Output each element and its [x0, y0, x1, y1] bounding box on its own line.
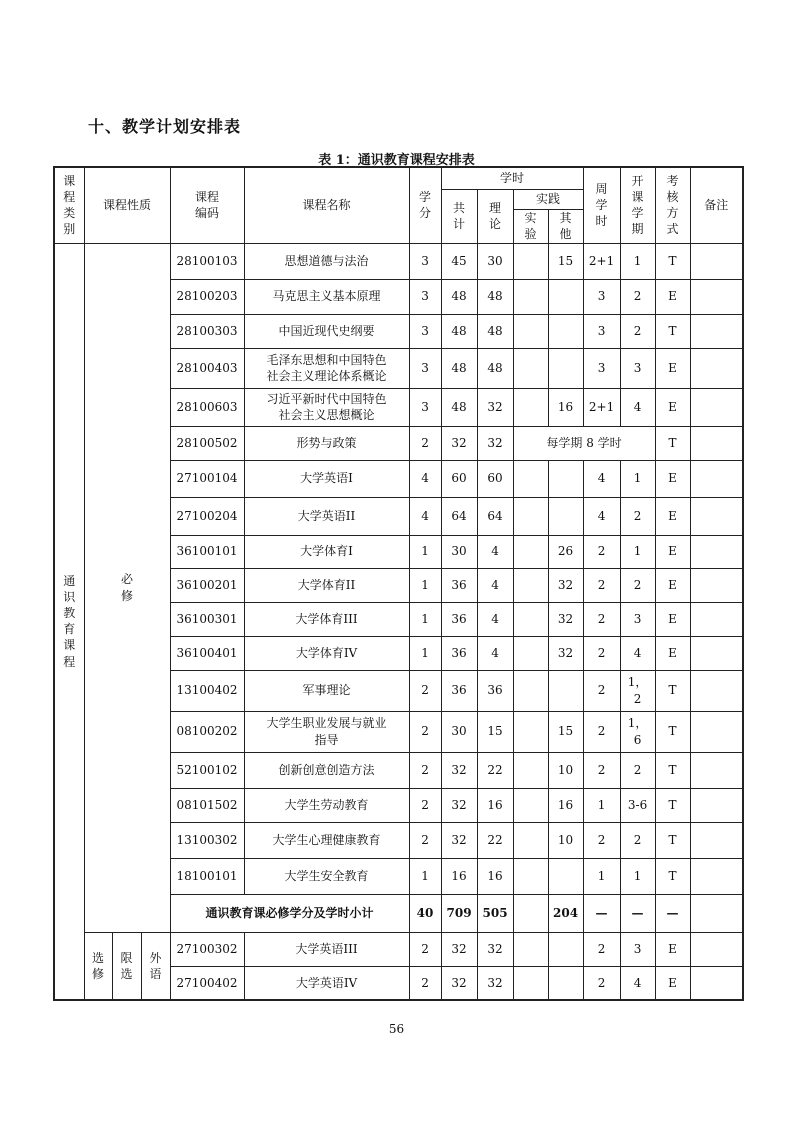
course-experiment-hours: [513, 858, 548, 894]
course-weekly-hours: 2: [583, 636, 620, 670]
course-name: 大学体育I: [244, 535, 409, 568]
table-caption: 表 1：通识教育课程安排表: [318, 153, 475, 168]
course-semester: 2: [620, 752, 655, 788]
course-total-hours: 60: [441, 460, 477, 497]
course-name: 大学体育III: [244, 602, 409, 636]
subtotal-theory: 505: [477, 894, 513, 932]
course-code: 36100201: [170, 568, 244, 602]
course-exam-type: T: [655, 858, 690, 894]
course-name: 大学体育IV: [244, 636, 409, 670]
course-code: 08100202: [170, 711, 244, 752]
course-name: 大学体育II: [244, 568, 409, 602]
course-other-hours: [548, 670, 583, 711]
course-exam-type: E: [655, 535, 690, 568]
subtotal-remark: [690, 894, 743, 932]
course-experiment-hours: [513, 636, 548, 670]
course-experiment-hours: [513, 460, 548, 497]
course-exam-type: E: [655, 636, 690, 670]
course-total-hours: 36: [441, 636, 477, 670]
course-code: 18100101: [170, 858, 244, 894]
course-name: 大学英语II: [244, 497, 409, 535]
course-weekly-hours: 2: [583, 966, 620, 1000]
subtotal-semester: —: [620, 894, 655, 932]
header-credit: 学 分: [409, 167, 441, 243]
table-row: [54, 932, 743, 966]
course-credit: 2: [409, 711, 441, 752]
course-credit: 1: [409, 602, 441, 636]
course-semester: 1: [620, 243, 655, 279]
course-code: 36100301: [170, 602, 244, 636]
course-remark: [690, 348, 743, 388]
course-exam-type: T: [655, 243, 690, 279]
course-semester: 2: [620, 279, 655, 314]
course-name: 大学生劳动教育: [244, 788, 409, 822]
course-experiment-hours: [513, 314, 548, 348]
course-credit: 2: [409, 426, 441, 460]
course-exam-type: T: [655, 314, 690, 348]
header-semester: 开 课 学 期: [620, 167, 655, 243]
course-name: 毛泽东思想和中国特色 社会主义理论体系概论: [244, 348, 409, 388]
course-theory-hours: 64: [477, 497, 513, 535]
course-credit: 1: [409, 568, 441, 602]
course-weekly-hours: 1: [583, 788, 620, 822]
course-weekly-hours: 3: [583, 348, 620, 388]
course-total-hours: 32: [441, 932, 477, 966]
course-name: 大学英语I: [244, 460, 409, 497]
course-remark: [690, 279, 743, 314]
course-credit: 2: [409, 670, 441, 711]
course-total-hours: 16: [441, 858, 477, 894]
header-code: 课程 编码: [170, 167, 244, 243]
course-name: 大学英语III: [244, 932, 409, 966]
course-total-hours: 32: [441, 966, 477, 1000]
course-remark: [690, 711, 743, 752]
course-name: 形势与政策: [244, 426, 409, 460]
course-remark: [690, 932, 743, 966]
course-remark: [690, 752, 743, 788]
course-weekly-hours: 3: [583, 279, 620, 314]
course-weekly-hours: 2: [583, 602, 620, 636]
course-credit: 3: [409, 348, 441, 388]
course-semester: 3: [620, 348, 655, 388]
course-theory-hours: 32: [477, 932, 513, 966]
course-experiment-hours: [513, 822, 548, 858]
course-theory-hours: 48: [477, 314, 513, 348]
course-weekly-hours: 4: [583, 497, 620, 535]
elective-label: 选 修: [84, 932, 112, 1000]
course-name: 大学英语IV: [244, 966, 409, 1000]
course-total-hours: 36: [441, 568, 477, 602]
course-theory-hours: 22: [477, 752, 513, 788]
header-hours: 学时: [441, 167, 583, 189]
course-theory-hours: 4: [477, 568, 513, 602]
course-experiment-hours: [513, 670, 548, 711]
course-theory-hours: 4: [477, 535, 513, 568]
course-name: 大学生安全教育: [244, 858, 409, 894]
course-other-hours: 16: [548, 388, 583, 426]
subtotal-label: 通识教育课必修学分及学时小计: [170, 894, 409, 932]
course-remark: [690, 243, 743, 279]
foreign-language-label: 外 语: [141, 932, 170, 1000]
course-semester: 1: [620, 858, 655, 894]
course-credit: 4: [409, 460, 441, 497]
header-row-1: [54, 167, 743, 189]
course-experiment-hours: [513, 788, 548, 822]
course-experiment-hours: [513, 388, 548, 426]
course-semester: 2: [620, 822, 655, 858]
course-semester: 3: [620, 932, 655, 966]
course-credit: 1: [409, 535, 441, 568]
course-other-hours: [548, 932, 583, 966]
course-exam-type: T: [655, 788, 690, 822]
course-experiment-hours: [513, 497, 548, 535]
course-experiment-hours: [513, 568, 548, 602]
course-credit: 2: [409, 788, 441, 822]
course-theory-hours: 60: [477, 460, 513, 497]
course-semester: 3: [620, 602, 655, 636]
course-exam-type: E: [655, 966, 690, 1000]
course-name: 大学生心理健康教育: [244, 822, 409, 858]
course-credit: 1: [409, 858, 441, 894]
course-exam-type: E: [655, 568, 690, 602]
course-experiment-hours: [513, 752, 548, 788]
course-experiment-hours: [513, 348, 548, 388]
course-weekly-hours: 2+1: [583, 388, 620, 426]
course-exam-type: E: [655, 388, 690, 426]
course-other-hours: 10: [548, 752, 583, 788]
header-name: 课程名称: [244, 167, 409, 243]
course-other-hours: [548, 460, 583, 497]
course-theory-hours: 15: [477, 711, 513, 752]
required-label: 必 修: [84, 243, 170, 932]
course-exam-type: T: [655, 426, 690, 460]
header-remark: 备注: [690, 167, 743, 243]
course-name: 思想道德与法治: [244, 243, 409, 279]
subtotal-experiment: [513, 894, 548, 932]
course-total-hours: 30: [441, 711, 477, 752]
course-other-hours: [548, 966, 583, 1000]
section-title: 十、教学计划安排表: [88, 117, 242, 136]
course-code: 13100402: [170, 670, 244, 711]
course-weekly-hours: 2: [583, 711, 620, 752]
course-code: 27100104: [170, 460, 244, 497]
course-credit: 3: [409, 314, 441, 348]
course-total-hours: 32: [441, 822, 477, 858]
course-exam-type: E: [655, 602, 690, 636]
course-code: 28100303: [170, 314, 244, 348]
course-total-hours: 36: [441, 602, 477, 636]
course-total-hours: 48: [441, 388, 477, 426]
course-experiment-hours: [513, 279, 548, 314]
course-other-hours: 32: [548, 568, 583, 602]
course-theory-hours: 16: [477, 788, 513, 822]
course-credit: 2: [409, 932, 441, 966]
course-credit: 1: [409, 636, 441, 670]
course-theory-hours: 4: [477, 602, 513, 636]
course-remark: [690, 966, 743, 1000]
course-weekly-hours: 4: [583, 460, 620, 497]
category-label: 通 识 教 育 课 程: [54, 243, 84, 1000]
course-exam-type: T: [655, 711, 690, 752]
course-semester: 1， 6: [620, 711, 655, 752]
course-credit: 2: [409, 966, 441, 1000]
course-experiment-hours: [513, 535, 548, 568]
course-total-hours: 45: [441, 243, 477, 279]
course-theory-hours: 48: [477, 348, 513, 388]
course-remark: [690, 822, 743, 858]
course-name: 马克思主义基本原理: [244, 279, 409, 314]
course-code: 52100102: [170, 752, 244, 788]
subtotal-total: 709: [441, 894, 477, 932]
course-other-hours: 16: [548, 788, 583, 822]
course-remark: [690, 388, 743, 426]
course-exam-type: E: [655, 348, 690, 388]
course-total-hours: 32: [441, 788, 477, 822]
course-other-hours: [548, 314, 583, 348]
course-name: 大学生职业发展与就业 指导: [244, 711, 409, 752]
course-total-hours: 32: [441, 752, 477, 788]
course-remark: [690, 858, 743, 894]
course-code: 36100401: [170, 636, 244, 670]
course-exam-type: T: [655, 752, 690, 788]
course-remark: [690, 788, 743, 822]
course-other-hours: [548, 348, 583, 388]
course-other-hours: 15: [548, 243, 583, 279]
subtotal-exam: —: [655, 894, 690, 932]
course-theory-hours: 4: [477, 636, 513, 670]
course-code: 28100502: [170, 426, 244, 460]
course-other-hours: 32: [548, 602, 583, 636]
course-theory-hours: 32: [477, 966, 513, 1000]
course-exam-type: T: [655, 670, 690, 711]
course-other-hours: 10: [548, 822, 583, 858]
course-experiment-hours: [513, 932, 548, 966]
course-remark: [690, 426, 743, 460]
course-code: 08101502: [170, 788, 244, 822]
course-semester: 4: [620, 966, 655, 1000]
header-weekly: 周 学 时: [583, 167, 620, 243]
course-name: 军事理论: [244, 670, 409, 711]
header-theory: 理 论: [477, 189, 513, 243]
course-weekly-hours: 2: [583, 670, 620, 711]
course-credit: 3: [409, 243, 441, 279]
course-other-hours: 15: [548, 711, 583, 752]
course-experiment-hours: [513, 243, 548, 279]
course-credit: 2: [409, 752, 441, 788]
course-code: 28100403: [170, 348, 244, 388]
course-code: 27100204: [170, 497, 244, 535]
course-experiment-hours: [513, 966, 548, 1000]
course-semester: 2: [620, 497, 655, 535]
course-credit: 4: [409, 497, 441, 535]
course-theory-hours: 22: [477, 822, 513, 858]
course-weekly-hours: 3: [583, 314, 620, 348]
header-other: 其 他: [548, 209, 583, 243]
course-code: 28100103: [170, 243, 244, 279]
course-theory-hours: 16: [477, 858, 513, 894]
header-experiment: 实 验: [513, 209, 548, 243]
course-experiment-hours: [513, 711, 548, 752]
course-semester: 3-6: [620, 788, 655, 822]
course-credit: 2: [409, 822, 441, 858]
course-total-hours: 48: [441, 348, 477, 388]
course-other-hours: [548, 497, 583, 535]
course-credit: 3: [409, 388, 441, 426]
course-weekly-hours: 2: [583, 535, 620, 568]
course-exam-type: E: [655, 279, 690, 314]
course-remark: [690, 497, 743, 535]
course-other-hours: 32: [548, 636, 583, 670]
course-semester: 1， 2: [620, 670, 655, 711]
course-code: 13100302: [170, 822, 244, 858]
course-credit: 3: [409, 279, 441, 314]
header-practice: 实践: [513, 189, 583, 209]
header-exam: 考 核 方 式: [655, 167, 690, 243]
course-exam-type: E: [655, 460, 690, 497]
course-theory-hours: 36: [477, 670, 513, 711]
course-remark: [690, 636, 743, 670]
course-schedule-table: [53, 166, 744, 1001]
course-theory-hours: 30: [477, 243, 513, 279]
course-code: 36100101: [170, 535, 244, 568]
course-semester: 2: [620, 314, 655, 348]
course-code: 28100603: [170, 388, 244, 426]
course-exam-type: E: [655, 932, 690, 966]
course-other-hours: [548, 279, 583, 314]
limited-elective-label: 限 选: [112, 932, 141, 1000]
course-total-hours: 32: [441, 426, 477, 460]
course-exam-type: T: [655, 822, 690, 858]
course-semester: 1: [620, 460, 655, 497]
course-name: 习近平新时代中国特色 社会主义思想概论: [244, 388, 409, 426]
course-theory-hours: 32: [477, 426, 513, 460]
course-weekly-hours: 2+1: [583, 243, 620, 279]
course-total-hours: 36: [441, 670, 477, 711]
course-other-hours: 26: [548, 535, 583, 568]
course-other-hours: [548, 858, 583, 894]
course-exam-type: E: [655, 497, 690, 535]
subtotal-weekly: —: [583, 894, 620, 932]
course-total-hours: 48: [441, 314, 477, 348]
course-remark: [690, 314, 743, 348]
course-weekly-hours: 2: [583, 932, 620, 966]
page-number: 56: [388, 1022, 405, 1036]
course-remark: [690, 602, 743, 636]
course-total-hours: 30: [441, 535, 477, 568]
course-semester: 4: [620, 636, 655, 670]
course-weekly-hours: 2: [583, 568, 620, 602]
header-nature: 课程性质: [84, 167, 170, 243]
course-remark: [690, 670, 743, 711]
subtotal-other: 204: [548, 894, 583, 932]
course-theory-hours: 48: [477, 279, 513, 314]
course-code: 28100203: [170, 279, 244, 314]
course-remark: [690, 535, 743, 568]
course-experiment-hours: [513, 602, 548, 636]
course-hours-note: 每学期 8 学时: [513, 426, 655, 460]
course-code: 27100402: [170, 966, 244, 1000]
course-code: 27100302: [170, 932, 244, 966]
header-total: 共 计: [441, 189, 477, 243]
course-remark: [690, 460, 743, 497]
course-name: 中国近现代史纲要: [244, 314, 409, 348]
subtotal-credit: 40: [409, 894, 441, 932]
course-weekly-hours: 2: [583, 822, 620, 858]
course-name: 创新创意创造方法: [244, 752, 409, 788]
course-semester: 1: [620, 535, 655, 568]
course-theory-hours: 32: [477, 388, 513, 426]
course-total-hours: 48: [441, 279, 477, 314]
course-total-hours: 64: [441, 497, 477, 535]
course-remark: [690, 568, 743, 602]
course-semester: 4: [620, 388, 655, 426]
table-row: [54, 243, 743, 279]
course-weekly-hours: 2: [583, 752, 620, 788]
course-weekly-hours: 1: [583, 858, 620, 894]
header-category: 课 程 类 别: [54, 167, 84, 243]
course-semester: 2: [620, 568, 655, 602]
